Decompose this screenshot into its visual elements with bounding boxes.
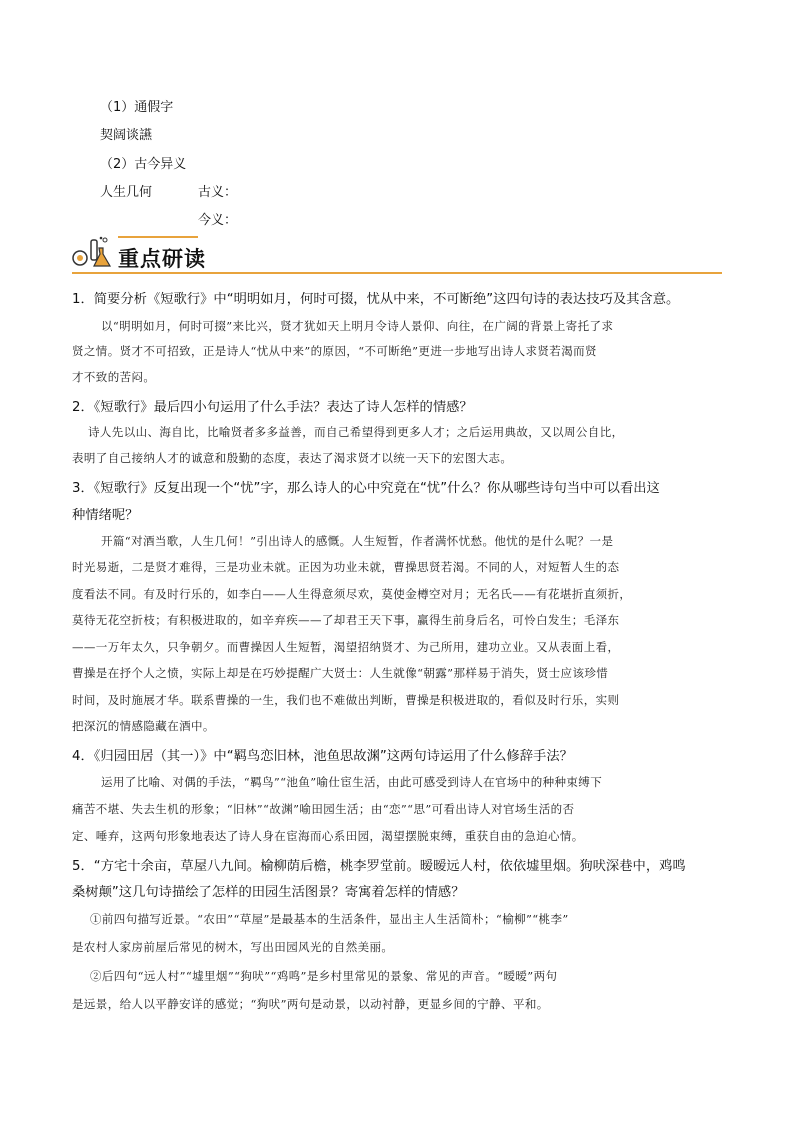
answer-1-line: 贤之情。贤才不可招致，正是诗人“忧从中来”的原因，“不可断绝”更进一步地写出诗人求贤若渴而贤 [72,344,597,358]
answer-2-line: 表明了自己接纳人才的诚意和殷勤的态度，表达了渴求贤才以统一天下的宏图大志。 [72,451,513,465]
answer-5-line: 是远景，给人以平静安详的感觉；“狗吠”两句是动景，以动衬静，更显乡间的宁静、平和。 [72,997,549,1011]
answer-5-line: ②后四句“远人村”“墟里烟”“狗吠”“鸡鸣”是乡村里常见的景象、常见的声音。“暧暧”两句 [90,969,558,983]
answer-3-line: 曹操是在抒个人之愤，实际上却是在巧妙提醒广大贤士：人生就像“朝露”那样易于消失，贤士应该珍惜 [72,666,609,680]
lab-flask-icon [72,234,114,270]
question-3-line: 3．《短歌行》反复出现一个“忧”字，那么诗人的心中究竟在“忧”什么？你从哪些诗句当中可以看出这 [72,481,660,496]
answer-4-line: 定、唾弃，这两句形象地表达了诗人身在宦海而心系田园，渴望摆脱束缚，重获自由的急迫心情。 [72,829,584,843]
answer-5-line: 是农村人家房前屋后常见的树木，写出田园风光的自然美丽。 [72,940,394,954]
answer-3-line: 时间，及时施展才华。联系曹操的一生，我们也不难做出判断，曹操是积极进取的，看似及时行乐，实则 [72,693,620,707]
header-top-accent [118,236,198,238]
question-1-line: 1．简要分析《短歌行》中“明明如月，何时可掇，忧从中来，不可断绝”这四句诗的表达技巧及其含意。 [72,292,680,307]
answer-1-line: 以“明明如月，何时可掇”来比兴，贤才犹如天上明月令诗人景仰、向往，在广阔的背景上寄托了求 [101,319,614,333]
answer-3-line: 莫待无花空折枝；有积极进取的，如辛弃疾——了却君王天下事，赢得生前身后名，可怜白发生；毛泽东 [72,613,620,627]
tongjiazi-item: 契阔谈讌 [100,128,153,143]
jinyi-label: 今义： [198,213,238,228]
question-5-line: 桑树颠”这几句诗描绘了怎样的田园生活图景？寄寓着怎样的情感？ [72,885,465,900]
answer-5-line: ①前四句描写近景。“农田”“草屋”是最基本的生活条件，显出主人生活简朴；“榆柳”“桃李” [90,912,569,926]
answer-3-line: 把深沉的情感隐藏在酒中。 [72,719,215,733]
answer-3-line: ——一万年太久，只争朝夕。而曹操因人生短暂，渴望招纳贤才、为己所用，建功立业。又从表面上看， [72,640,620,654]
answer-1-line: 才不致的苦闷。 [72,370,156,384]
question-4-line: 4．《归园田居（其一）》中“羁鸟恋旧林，池鱼思故渊”这两句诗运用了什么修辞手法？ [72,749,573,764]
answer-3-line: 度看法不同。有及时行乐的，如李白——人生得意须尽欢，莫使金樽空对月；无名氏——有花堪折直须折， [72,587,632,601]
answer-4-line: 运用了比喻、对偶的手法，“羁鸟”“池鱼”喻仕宦生活，由此可感受到诗人在官场中的种种束缚下 [101,775,603,789]
answer-3-line: 时光易逝，二是贤才难得，三是功业未就。正因为功业未就，曹操思贤若渴。不同的人，对短暂人生的态 [72,560,620,574]
question-2-line: 2．《短歌行》最后四小句运用了什么手法？表达了诗人怎样的情感？ [72,400,473,415]
question-5-line: 5．“方宅十余亩，草屋八九间。榆柳荫后檐，桃李罗堂前。暧暧远人村，依依墟里烟。狗吠深巷中，鸡鸣 [72,859,686,874]
gujin-term: 人生几何 [100,185,153,200]
answer-4-line: 痛苦不堪、失去生机的形象；“旧林”“故渊”喻田园生活；由“恋”“思”可看出诗人对官场生活的否 [72,802,575,816]
answer-2-line: 诗人先以山、海自比，比喻贤者多多益善，而自己希望得到更多人才；之后运用典故，又以周公自比， [88,425,624,439]
section-title: 重点研读 [118,247,206,271]
gujin-label: （2）古今异义 [100,157,187,172]
answer-3-line: 开篇“对酒当歌，人生几何！”引出诗人的感慨。人生短暂，作者满怀忧愁。他忧的是什么呢？一是 [101,534,614,548]
tongjiazi-label: （1）通假字 [100,100,174,115]
guyi-label: 古义： [198,185,238,200]
section-underline [72,272,722,274]
question-3-line: 种情绪呢？ [72,508,139,523]
